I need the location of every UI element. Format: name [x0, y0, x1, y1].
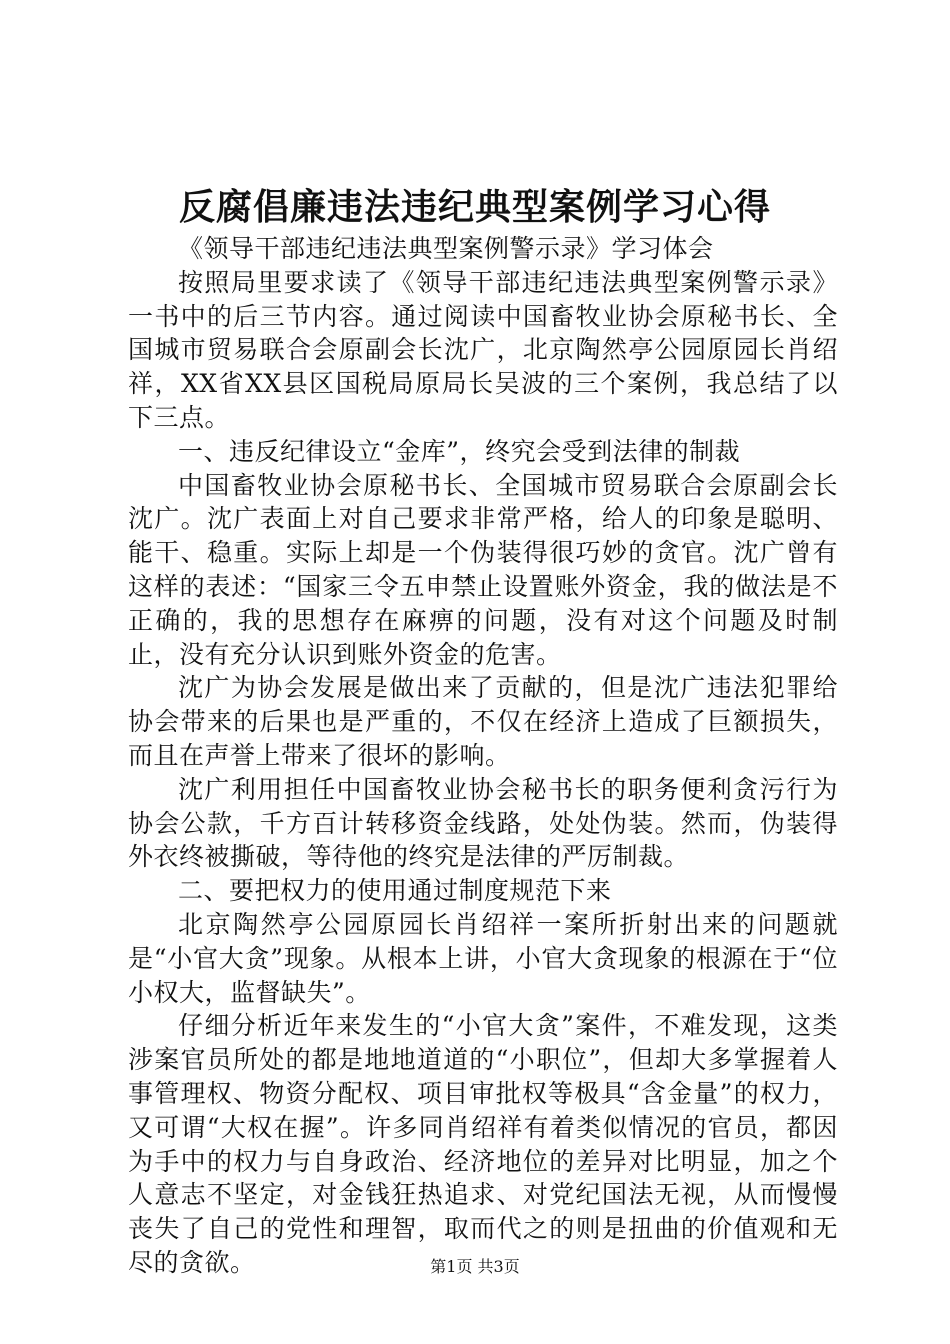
body-paragraph: 沈广利用担任中国畜牧业协会秘书长的职务便利贪污行为协会公款，千方百计转移资金线路，处处伪装。然而，伪装得外衣终被撕破，等待他的终究是法律的严厉制裁。 — [128, 774, 838, 872]
document-body — [128, 232, 838, 1280]
body-paragraph: 中国畜牧业协会原秘书长、全国城市贸易联合会原副会长沈广。沈广表面上对自己要求非常严格，给人的印象是聪明、能干、稳重。实际上却是一个伪装得很巧妙的贪官。沈广曾有这样的表述：“国家三令五申禁止设置账外资金，我的做法是不正确的，我的思想存在麻痹的问题，没有对这个问题及时制止，没有充分认识到账外资金的危害。 — [128, 470, 838, 669]
page-number-footer: 第1页 共3页 — [430, 1257, 520, 1276]
document-title: 反腐倡廉违法违纪典型案例学习心得 — [178, 186, 771, 228]
body-paragraph: 北京陶然亭公园原园长肖绍祥一案所折射出来的问题就是“小官大贪”现象。从根本上讲，小官大贪现象的根源在于“位小权大，监督缺失”。 — [128, 909, 838, 1007]
subtitle-paragraph: 《领导干部违纪违法典型案例警示录》学习体会 — [178, 234, 714, 263]
intro-paragraph: 按照局里要求读了《领导干部违纪违法典型案例警示录》一书中的后三节内容。通过阅读中国畜牧业协会原秘书长、全国城市贸易联合会原副会长沈广，北京陶然亭公园原园长肖绍祥，XX省XX县区国税局原局长吴波的三个案例，我总结了以下三点。 — [128, 267, 838, 432]
section-heading-2: 二、要把权力的使用通过制度规范下来 — [178, 876, 612, 906]
body-paragraph: 仔细分析近年来发生的“小官大贪”案件，不难发现，这类涉案官员所处的都是地地道道的“小职位”，但却大多掌握着人事管理权、物资分配权、项目审批权等极具“含金量”的权力，又可谓“大权在握”。许多同肖绍祥有着类似情况的官员，都因为手中的权力与自身政治、经济地位的差异对比明显，加之个人意志不坚定，对金钱狂热追求、对党纪国法无视，从而慢慢丧失了自己的党性和理智，取而代之的则是扭曲的价值观和无尽的贪欲。 — [128, 1011, 838, 1277]
body-paragraph: 沈广为协会发展是做出来了贡献的，但是沈广违法犯罪给协会带来的后果也是严重的，不仅在经济上造成了巨额损失，而且在声誉上带来了很坏的影响。 — [128, 673, 838, 770]
section-heading-1: 一、违反纪律设立“金库”，终究会受到法律的制裁 — [178, 436, 741, 466]
